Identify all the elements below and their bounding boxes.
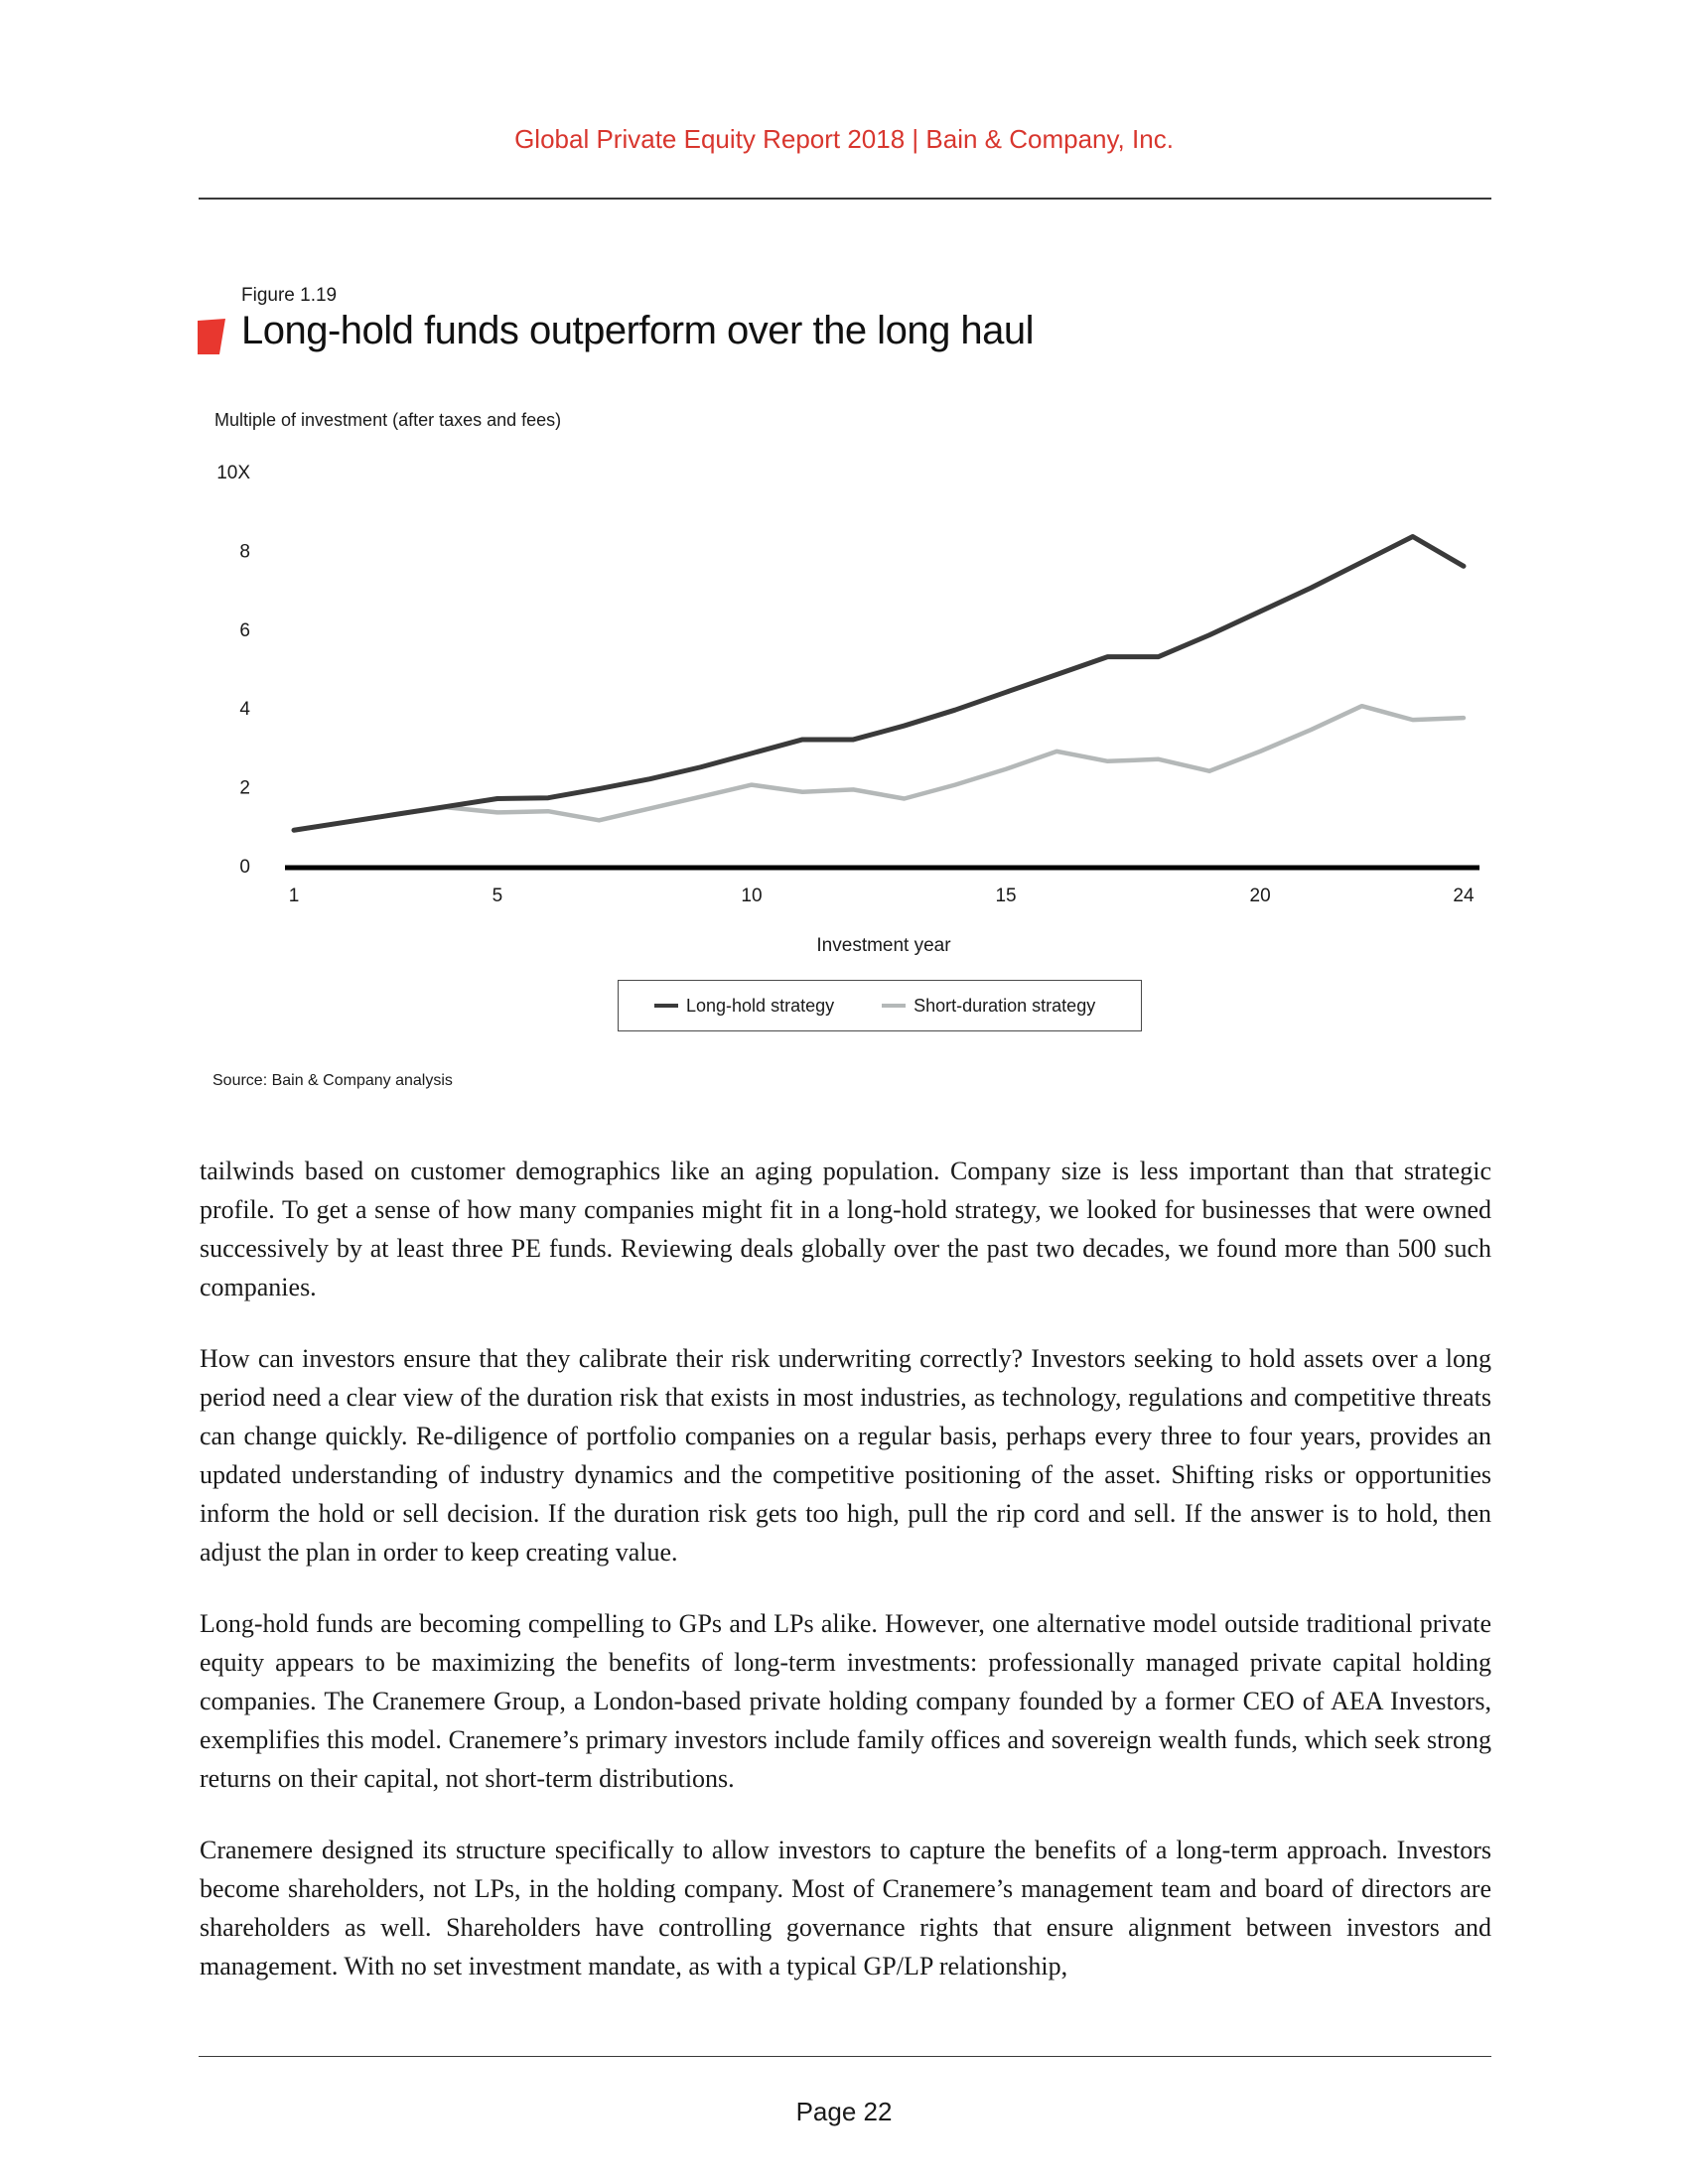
x-tick-label: 1 — [288, 886, 300, 906]
series-line-short-duration-strategy — [294, 706, 1464, 830]
x-tick-labels — [289, 886, 1475, 906]
y-tick-labels — [216, 463, 250, 878]
legend-swatch-short-duration — [882, 1004, 906, 1008]
series-line-long-hold-strategy — [294, 537, 1464, 831]
figure-title: Long-hold funds outperform over the long haul — [241, 309, 1035, 352]
report-header: Global Private Equity Report 2018 | Bain & Company, Inc. — [514, 124, 1174, 154]
paragraph: How can investors ensure that they calibrate their risk underwriting correctly? Investors seeking to hold assets over a long period need a clear view of the duration risk that exists in most industries, as technology, regulations and competitive threats can change quickly. Re-diligence of portfolio companies on a regular basis, perhaps every three to four years, provides an updated understanding of industry dynamics and the competitive positioning of the asset. Shifting risks or opportunities inform the hold or sell decision. If the duration risk gets too high, pull the rip cord and sell. If the answer is to hold, then adjust the plan in order to keep creating value. — [200, 1344, 1491, 1567]
series-lines — [294, 537, 1464, 831]
legend-label-long-hold: Long-hold strategy — [686, 995, 835, 1016]
article-body — [200, 1152, 1491, 2018]
footer-divider — [199, 2056, 1491, 2057]
header-divider — [199, 198, 1491, 200]
legend-item-long-hold — [654, 996, 834, 1017]
y-tick-label: 4 — [239, 699, 250, 721]
chart-legend — [618, 980, 1142, 1031]
y-tick-label: 2 — [239, 777, 250, 799]
x-tick-label: 24 — [1453, 886, 1475, 906]
x-tick-label: 20 — [1249, 886, 1271, 906]
figure-source: Source: Bain & Company analysis — [212, 1072, 453, 1089]
paragraph: tailwinds based on customer demographics like an aging population. Company size is less important than that strategic profile. To get a sense of how many companies might fit in a long-hold strategy, we looked for businesses that were owned successively by at least three PE funds. Reviewing deals globally over the past two decades, we found more than 500 such companies. — [200, 1157, 1491, 1301]
y-tick-label: 6 — [239, 619, 250, 641]
x-axis-title: Investment year — [816, 935, 951, 956]
x-tick-label: 5 — [492, 886, 503, 906]
y-tick-label: 8 — [239, 541, 250, 563]
y-tick-label: 10X — [216, 463, 250, 483]
figure-number: Figure 1.19 — [241, 285, 338, 306]
x-tick-label: 10 — [741, 886, 763, 906]
y-tick-label: 0 — [239, 857, 250, 878]
paragraph: Long-hold funds are becoming compelling to GPs and LPs alike. However, one alternative model outside traditional private equity appears to be maximizing the benefits of long-term investments: professionally managed private capital holding companies. The Cranemere Group, a London-based private holding company founded by a former CEO of AEA Investors, exemplifies this model. Cranemere’s primary investors include family offices and sovereign wealth funds, which seek strong returns on their capital, not short-term distributions. — [200, 1609, 1491, 1793]
y-axis-title: Multiple of investment (after taxes and fees) — [214, 410, 562, 430]
page-number: Page 22 — [795, 2097, 893, 2126]
red-flag-icon — [198, 319, 225, 354]
paragraph: Cranemere designed its structure specifically to allow investors to capture the benefits of a long-term approach. Investors become shareholders, not LPs, in the holding company. Most of Cranemere’s management team and board of directors are shareholders as well. Shareholders have controlling governance rights that ensure alignment between investors and management. With no set investment mandate, as with a typical GP/LP relationship, — [200, 1836, 1491, 1980]
chart-canvas — [189, 397, 1499, 973]
legend-item-short-duration — [882, 996, 1095, 1017]
x-tick-label: 15 — [995, 886, 1017, 906]
legend-label-short-duration: Short-duration strategy — [914, 995, 1096, 1016]
legend-swatch-long-hold — [654, 1004, 678, 1008]
